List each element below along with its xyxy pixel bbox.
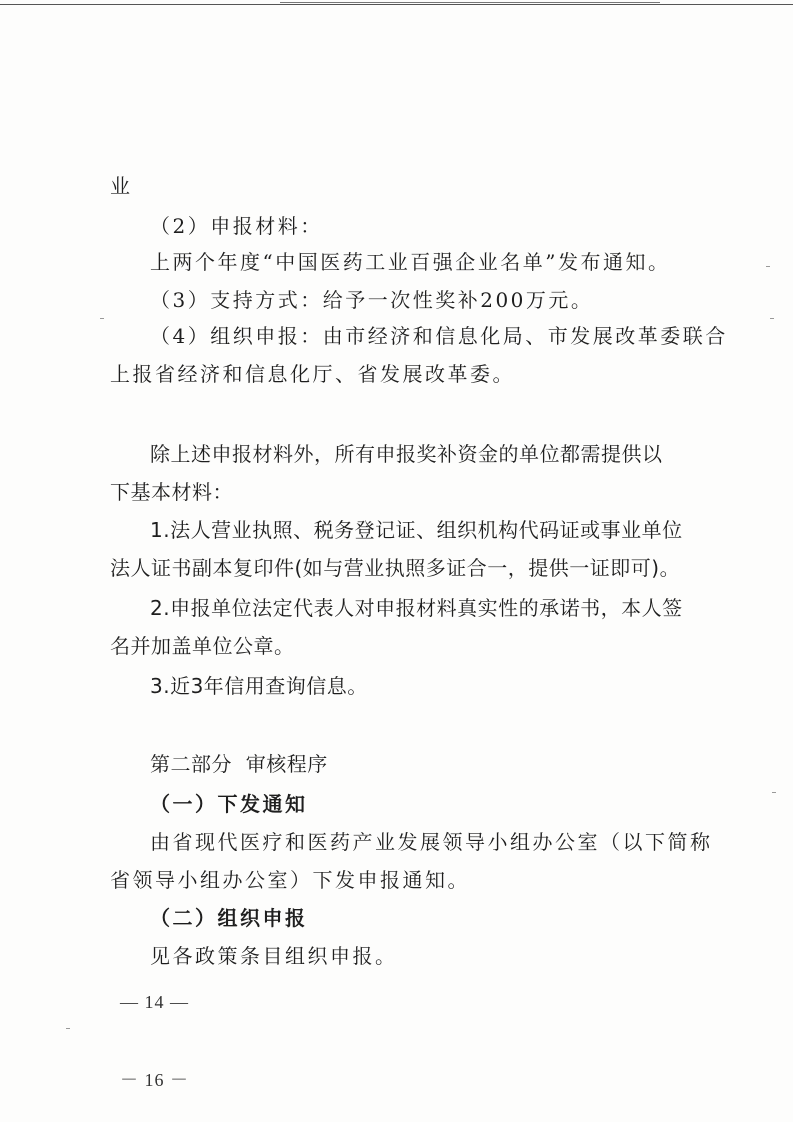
- text-line: 上两个年度“中国医药工业百强企业名单”发布通知。: [150, 250, 671, 274]
- scan-speck: [772, 792, 776, 793]
- outer-page-number: － 16 －: [120, 1070, 189, 1090]
- scan-speck: [766, 266, 770, 267]
- subsection-heading: （二）组织申报: [150, 906, 308, 930]
- text-line: 业: [110, 174, 133, 198]
- section-heading: 第二部分 审核程序: [150, 752, 328, 776]
- text-line: 2.申报单位法定代表人对申报材料真实性的承诺书，本人签: [150, 596, 683, 620]
- text-line: 见各政策条目组织申报。: [150, 944, 398, 968]
- text-line: 名并加盖单位公章。: [110, 634, 295, 658]
- scan-speck: [100, 318, 104, 319]
- top-scan-line-2: [280, 2, 660, 3]
- text-line: （3）支持方式：给予一次性奖补200万元。: [150, 288, 594, 312]
- text-line: 1.法人营业执照、税务登记证、组织机构代码证或事业单位: [150, 518, 683, 542]
- scan-speck: [770, 318, 774, 319]
- text-line: 上报省经济和信息化厅、省发展改革委。: [110, 362, 515, 386]
- text-line: 省领导小组办公室）下发申报通知。: [110, 868, 470, 892]
- top-scan-line: [0, 4, 793, 5]
- text-line: 法人证书副本复印件(如与营业执照多证合一，提供一证即可)。: [110, 556, 681, 580]
- scan-speck: [66, 1028, 70, 1029]
- text-line: 下基本材料：: [110, 480, 233, 504]
- text-line: （2）申报材料：: [150, 214, 323, 238]
- inner-page-number: — 14 —: [120, 992, 189, 1012]
- text-line: （4）组织申报：由市经济和信息化局、市发展改革委联合: [150, 324, 728, 348]
- subsection-heading: （一）下发通知: [150, 792, 308, 816]
- text-line: 由省现代医疗和医药产业发展领导小组办公室（以下简称: [150, 830, 713, 854]
- text-line: 除上述申报材料外，所有申报奖补资金的单位都需提供以: [150, 442, 663, 466]
- text-line: 3.近3年信用查询信息。: [150, 674, 368, 698]
